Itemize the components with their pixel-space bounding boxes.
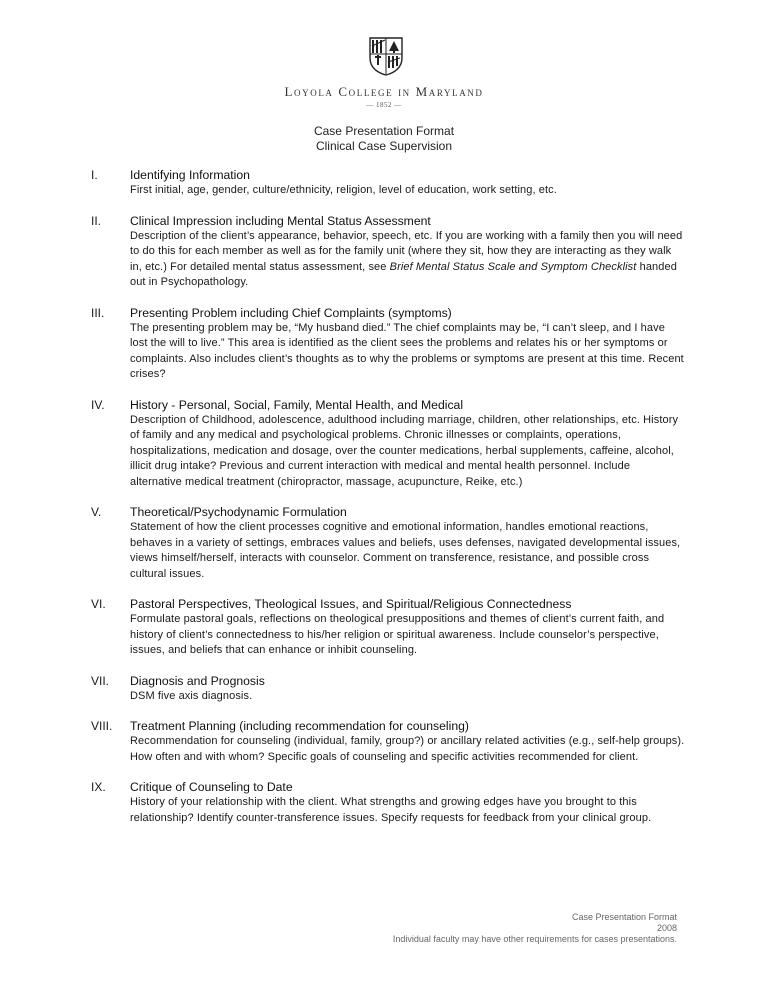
section-presenting-problem — [91, 306, 691, 383]
footer-note: Individual faculty may have other requirements for cases presentations. — [392, 934, 677, 944]
document-title — [0, 124, 768, 154]
section-heading: Identifying Information — [130, 168, 250, 182]
section-critique — [91, 780, 691, 826]
section-clinical-impression — [91, 214, 691, 291]
section-body: Recommendation for counseling (individual, family, group?) or ancillary related activities (e.g., self-help groups). How often and with whom? Specific goals of counseling and specific activities recommended for client. — [130, 735, 685, 763]
section-numeral: V. — [91, 505, 102, 519]
title-line-2: Clinical Case Supervision — [315, 139, 453, 153]
section-numeral: III. — [91, 305, 105, 320]
title-line-1: Case Presentation Format — [313, 124, 455, 138]
section-body: DSM five axis diagnosis. — [130, 689, 253, 702]
section-body: The presenting problem may be, “My husband died.” The chief complaints may be, “I can’t sleep, and I have lost the will to live.” This area is identified as the client sees the problems and relates his or her symptoms or complaints. Also includes client’s thoughts as to why the problems or symptoms are present at this time. Recent crises? — [130, 321, 684, 380]
section-numeral: VI. — [91, 597, 106, 611]
section-history — [91, 398, 691, 491]
section-theoretical-formulation — [91, 505, 691, 582]
section-body: History of your relationship with the client. What strengths and growing edges have you brought to this relationship? Identify counter-transference issues. Specify requests for feedback from your clinical group. — [130, 796, 652, 824]
college-name: Loyola College in Maryland — [284, 84, 484, 99]
section-body: First initial, age, gender, culture/ethnicity, religion, level of education, work setting, etc. — [130, 184, 557, 196]
section-body: Formulate pastoral goals, reflections on theological presuppositions and themes of client’s current faith, and history of client’s connectedness to his/her religion or spiritual awareness. Include counselor’s perspective, issues, and beliefs that can enhance or inhibit counseling. — [130, 613, 665, 656]
footer-title: Case Presentation Format — [571, 912, 677, 922]
section-identifying-information — [91, 168, 691, 199]
section-numeral: IX. — [91, 780, 106, 794]
section-heading: History - Personal, Social, Family, Mental Health, and Medical — [130, 397, 464, 412]
section-diagnosis — [91, 674, 691, 705]
section-numeral: I. — [91, 168, 98, 182]
section-numeral: IV. — [91, 397, 105, 412]
founded-year: — 1852 — — [366, 101, 402, 109]
section-heading: Treatment Planning (including recommendation for counseling) — [130, 719, 469, 733]
section-heading: Pastoral Perspectives, Theological Issues, and Spiritual/Religious Connectedness — [130, 597, 572, 611]
section-numeral: II. — [91, 213, 102, 228]
section-numeral: VII. — [91, 673, 110, 688]
section-body: Description of Childhood, adolescence, adulthood including marriage, children, other relationships, etc. History of family and any medical and psychological problems. Chronic illnesses or complaints, operations, hospitalizations, medication and dosage, over the counter medications, herbal supplements, caffeine, alcohol, illicit drug intake? Previous and current interaction with medical and mental health personnel. Include alternative medical treatment (chiropractor, massage, acupuncture, Reike, etc.) — [130, 413, 679, 488]
loyola-crest-icon — [368, 36, 404, 76]
section-treatment-planning — [91, 719, 691, 765]
section-body-text: Description of the client’s appearance, behavior, speech, etc. If you are working with a family then you will need to do this for each member as well as for the family unit (where they sit, how they are interacting as they walk in, etc.) For detailed mental status assessment, see — [130, 229, 683, 273]
page-footer — [257, 912, 677, 945]
section-heading: Diagnosis and Prognosis — [130, 673, 265, 688]
section-heading: Presenting Problem including Chief Complaints (symptoms) — [130, 305, 452, 320]
section-heading: Clinical Impression including Mental Status Assessment — [130, 213, 431, 228]
section-body — [130, 229, 685, 291]
section-heading: Theoretical/Psychodynamic Formulation — [130, 505, 347, 519]
section-body-text: handed out in Psychopathology. — [130, 260, 677, 288]
section-pastoral-perspectives — [91, 597, 691, 659]
sections-list — [91, 168, 691, 841]
section-body: Statement of how the client processes cognitive and emotional information, handles emotional reactions, behaves in a variety of settings, embraces values and beliefs, uses defenses, navigated developmental issues, views himself/herself, interacts with counselor. Comment on transference, resistance, and possible cross cultural issues. — [130, 521, 681, 580]
section-heading: Critique of Counseling to Date — [130, 780, 293, 794]
footer-year: 2008 — [656, 923, 677, 933]
section-numeral: VIII. — [91, 719, 113, 733]
checklist-reference: Brief Mental Status Scale and Symptom Checklist — [389, 260, 637, 273]
